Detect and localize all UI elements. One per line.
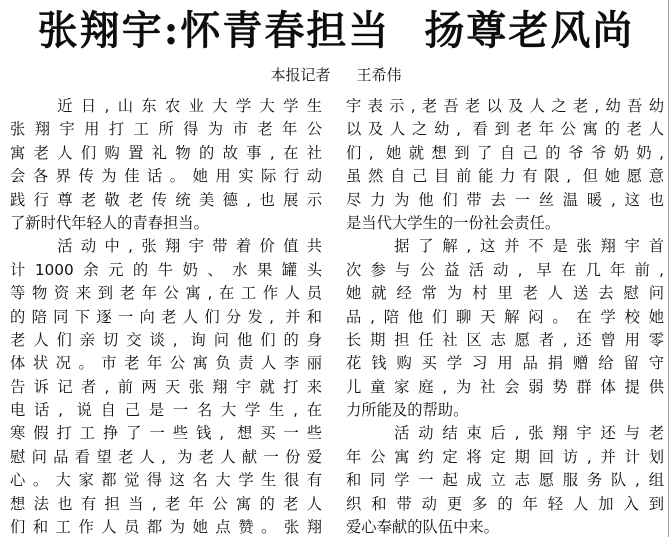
text-line: 慰问品看望老人, 为老人献一份爱 [10,447,322,466]
text-line: 尽力为他们带去一丝温暖,这也 [346,190,664,209]
text-line: 会各界传为佳话。她用实际行动 [10,167,322,186]
text-line: 活动中,张翔宇带着价值共 [10,237,322,256]
text-line: 近日,山东农业大学大学生 [10,97,322,115]
text-line: 织和带动更多的年轻人加入到 [346,494,664,513]
byline-role: 本报记者 [270,66,331,84]
article-column-right [346,95,664,539]
text-line: 爱心奉献的队伍中来。 [346,518,499,537]
text-line: 老人们亲切交谈, 询问他们的身 [10,330,322,349]
text-line: 们和工作人员都为她点赞。张翔 [10,518,322,537]
text-line: 了新时代年轻人的青春担当。 [10,213,209,232]
text-line: 和同学一起成立志愿服务队,组 [346,471,664,490]
text-line: 宇表示,老吾老以及人之老,幼吾幼 [346,97,664,115]
text-line: 想法也有担当,老年公寓的老人 [10,494,322,513]
byline [0,64,672,86]
text-line: 虽然自己目前能力有限, 但她愿意 [346,167,664,186]
text-line: 体状况。市老年公寓负责人李丽 [10,354,322,373]
text-line: 她就经常为村里老人送去慰问 [346,284,664,303]
text-line: 儿童家庭,为社会弱势群体提供 [346,377,664,396]
text-line: 品,陪他们聊天解闷。在学校她 [346,307,664,326]
text-line: 是当代大学生的一份社会责任。 [346,213,561,232]
text-line: 计1000余元的牛奶、水果罐头 [10,260,322,279]
text-line: 年公寓约定将定期回访,并计划 [346,447,664,466]
text-line: 花钱购买学习用品捐赠给留守 [346,354,664,373]
text-line: 践行尊老敬老传统美德,也展示 [10,190,322,209]
article-headline [0,2,672,60]
text-line: 寓老人们购置礼物的故事,在社 [10,143,322,162]
text-line: 的陪同下逐一向老人们分发, 并和 [10,307,322,326]
headline-part-1: 张翔宇:怀青春担当 [37,7,391,54]
byline-author: 王希伟 [356,66,402,84]
text-line: 等物资来到老年公寓,在工作人员 [10,284,322,303]
headline-part-2: 扬尊老风尚 [424,7,635,54]
text-line: 心。大家都觉得这名大学生很有 [10,471,322,490]
text-line: 告诉记者,前两天张翔宇就打来 [10,377,322,396]
text-line: 活动结束后,张翔宇还与老 [346,424,664,443]
right-edge-rule [668,0,669,537]
text-line: 据了解,这并不是张翔宇首 [346,237,664,256]
text-line: 以及人之幼, 看到老年公寓的老人 [346,120,664,139]
text-line: 寒假打工挣了一些钱, 想买一些 [10,424,322,443]
text-line: 次参与公益活动, 早在几年前, [346,260,664,279]
text-line: 力所能及的帮助。 [346,401,469,420]
text-line: 电话, 说自己是一名大学生,在 [10,401,322,420]
article-column-left [10,95,322,539]
text-line: 们, 她就想到了自己的爷爷奶奶, [346,143,664,162]
text-line: 长期担任社区志愿者,还曾用零 [346,330,664,349]
text-line: 张翔宇用打工所得为市老年公 [10,120,322,139]
